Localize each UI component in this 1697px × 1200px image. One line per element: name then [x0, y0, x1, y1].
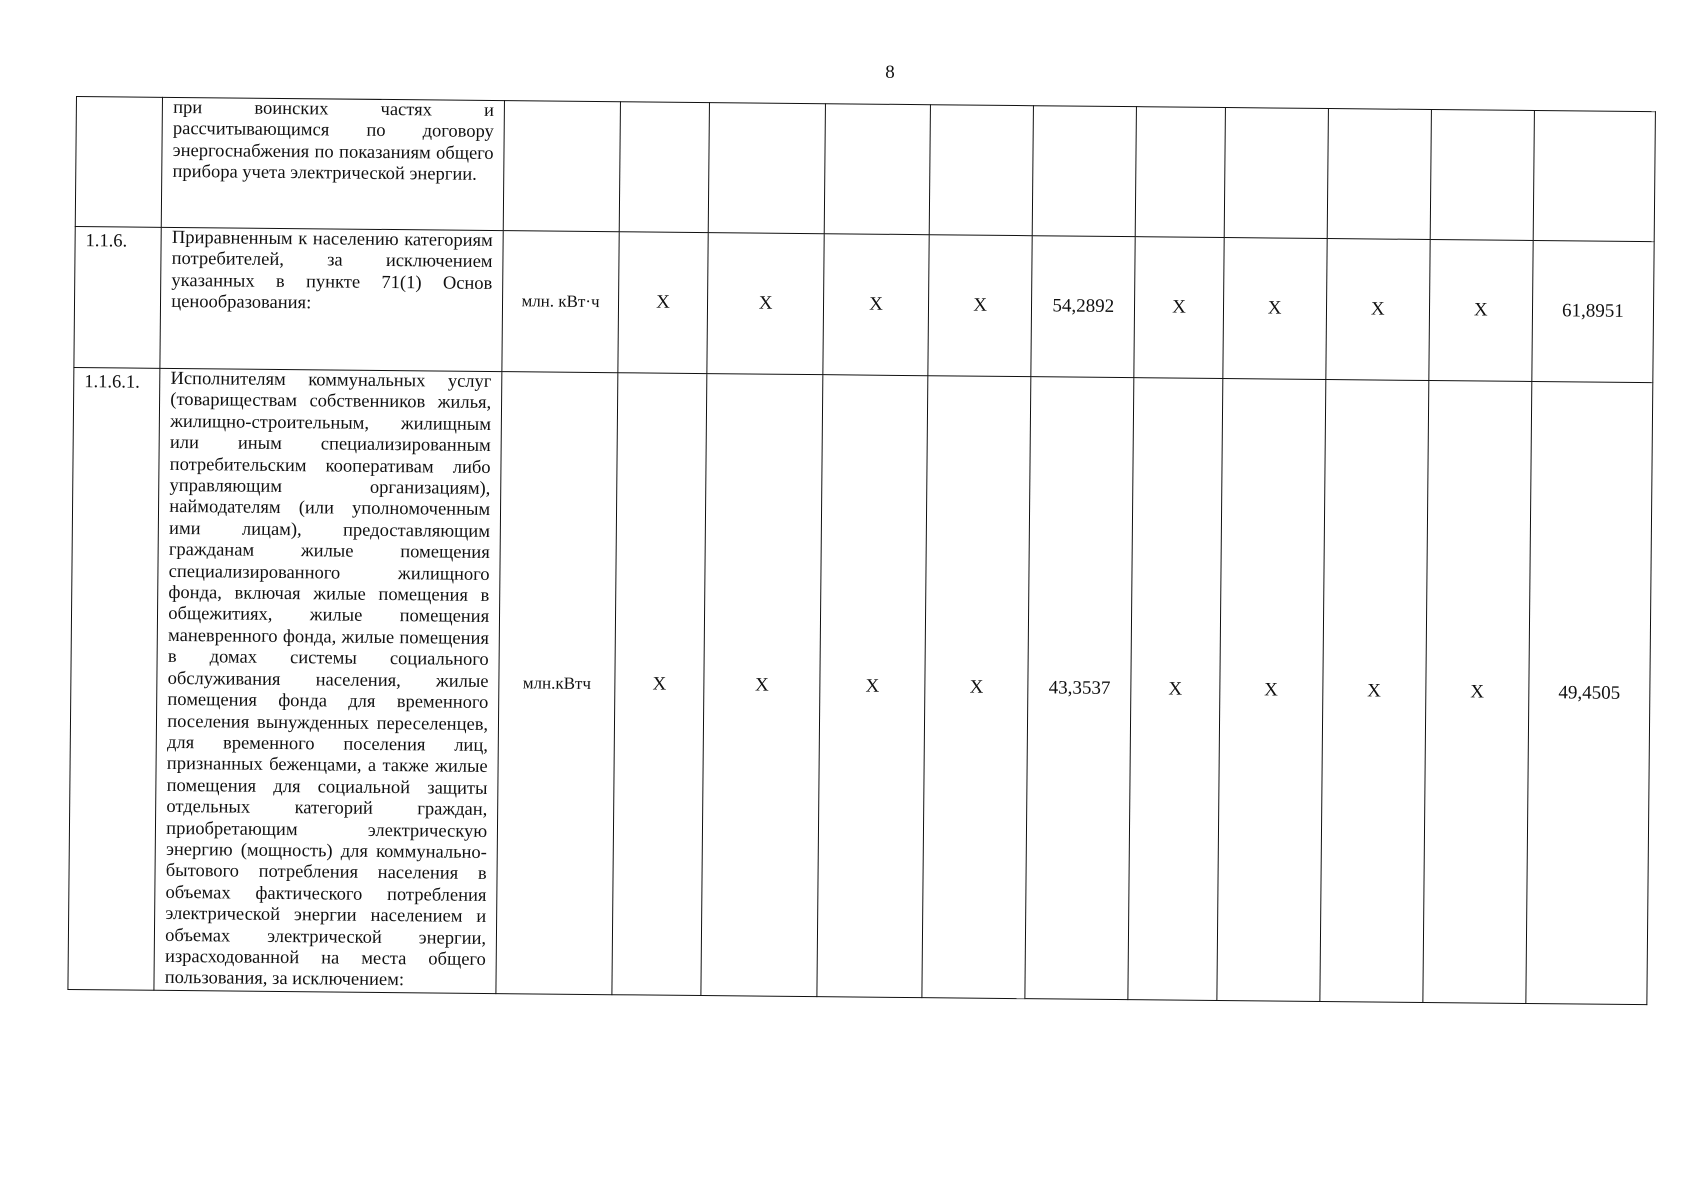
- value-cell: X: [612, 373, 707, 996]
- value-cell: [1032, 106, 1136, 237]
- value-cell: X: [1429, 240, 1533, 382]
- value-cell: [1327, 109, 1431, 240]
- value-cell: 54,2892: [1031, 236, 1135, 378]
- value-cell: X: [823, 234, 930, 376]
- row-number-cell: 1.1.6.1.: [68, 367, 160, 990]
- value-cell: X: [1320, 380, 1429, 1003]
- row-description-cell: Исполнителям коммунальных услуг (товариществам собственников жилья, жилищно-строительным, жилищным или иным специализированным потребительским кооперативам либо управляющим организациям), наймодателям (или уполномоченным ими лицам), предоставляющим гражданам жилые помещения специализированного жилищного фонда, включая жилые помещения в общежитиях, жилые помещения маневренного фонда, жилые помещения в домах системы социального обслуживания населения, жилые помещения фонда для временного поселения вынужденных переселенцев, для временного поселения лиц, признанных беженцами, а также жилые помещения для социальной защиты отдельных категорий граждан, приобретающим электрическую энергию (мощность) для коммунально-бытового потребления населения в объемах фактического потребления электрической энергии населением и объемах электрической энергии, израсходованной на места общего пользования, за исключением:: [154, 368, 502, 993]
- value-cell: [1135, 107, 1225, 238]
- table-row: [74, 226, 1654, 382]
- unit-cell: млн. кВт·ч: [502, 231, 619, 373]
- value-cell: [824, 104, 930, 235]
- value-cell: X: [1222, 238, 1326, 380]
- value-cell: X: [701, 374, 823, 997]
- value-cell: X: [707, 233, 824, 375]
- value-cell: X: [1134, 237, 1224, 379]
- row-number-cell: 1.1.6.: [74, 226, 162, 368]
- value-cell: 49,4505: [1526, 381, 1653, 1004]
- unit-cell: [503, 101, 620, 232]
- value-cell: X: [922, 376, 1031, 999]
- value-cell: [1533, 110, 1655, 241]
- table-row: [75, 97, 1655, 242]
- value-cell: X: [1217, 379, 1326, 1002]
- value-cell: [1224, 108, 1328, 239]
- value-cell: 43,3537: [1025, 377, 1134, 1000]
- value-cell: 61,8951: [1532, 240, 1654, 382]
- page-number: 8: [885, 62, 895, 83]
- value-cell: X: [817, 375, 928, 998]
- value-cell: X: [618, 232, 709, 374]
- value-cell: X: [1423, 380, 1532, 1003]
- tariff-table: [67, 96, 1656, 1005]
- unit-cell: млн.кВтч: [496, 372, 618, 995]
- row-description-cell: Приравненным к населению категориям потребителей, за исключением указанных в пункте 71(1) Основ ценообразования:: [160, 227, 503, 371]
- value-cell: [708, 103, 825, 234]
- value-cell: X: [928, 235, 1032, 377]
- value-cell: X: [1326, 239, 1430, 381]
- row-number-cell: [75, 97, 162, 228]
- row-description-cell: при воинских частях и рассчитывающимся по договору энергоснабжения по показаниям общего прибора учета электрической энергии.: [161, 97, 504, 230]
- value-cell: [1430, 110, 1534, 241]
- table-row: [68, 367, 1653, 1004]
- value-cell: X: [1128, 378, 1222, 1001]
- value-cell: [929, 105, 1033, 236]
- value-cell: [619, 102, 710, 233]
